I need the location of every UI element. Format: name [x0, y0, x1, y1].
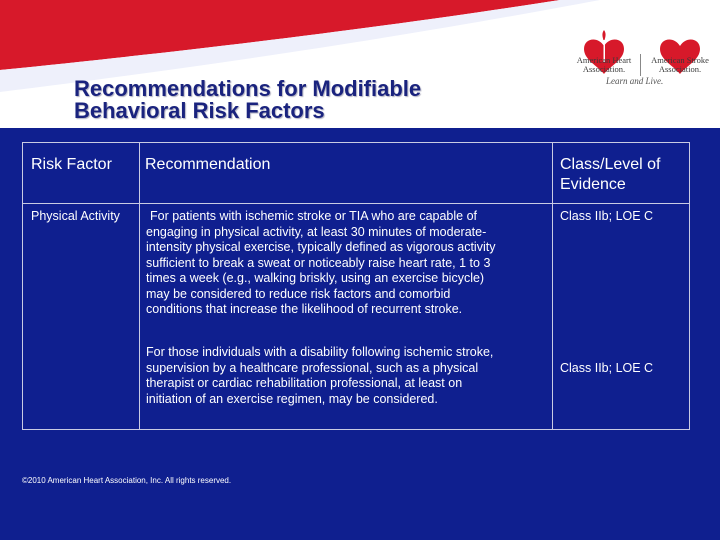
column-divider-1	[139, 143, 140, 429]
header-risk-factor: Risk Factor	[31, 156, 112, 173]
recommendation-1	[146, 209, 495, 318]
recommendation-2-line: supervision by a healthcare professional, such as a physical	[146, 360, 479, 375]
recommendation-1-line: may be considered to reduce risk factors and comorbid	[146, 286, 451, 301]
recommendation-1-line: engaging in physical activity, at least 30 minutes of moderate-	[146, 224, 487, 239]
header-row-divider	[23, 203, 689, 204]
page-title	[74, 78, 554, 122]
risk-factor-physical-activity: Physical Activity	[31, 209, 120, 223]
title-line-1: Recommendations for Modifiable	[74, 76, 422, 101]
class-level-1: Class IIb; LOE C	[560, 209, 654, 223]
aha-name-line1: American Heart	[576, 55, 632, 65]
asa-logo-text	[646, 56, 714, 74]
class-level-2: Class IIb; LOE C	[560, 361, 654, 375]
aha-logo-text	[572, 56, 636, 74]
recommendation-2	[146, 345, 493, 407]
header-recommendation: Recommendation	[145, 156, 271, 173]
red-swoosh-shape	[0, 0, 560, 70]
recommendation-1-line: conditions that increase the likelihood of recurrent stroke.	[146, 302, 463, 316]
header-class-level	[560, 155, 661, 195]
header-class-line-1: Class/Level of	[560, 156, 661, 173]
column-divider-2	[552, 143, 553, 429]
asa-name-line1: American Stroke	[651, 55, 709, 65]
recommendation-2-line: therapist or cardiac rehabilitation professional, at least on	[146, 376, 463, 390]
logo-tagline: Learn and Live.	[606, 76, 664, 86]
header-class-line-2: Evidence	[560, 176, 626, 193]
recommendation-1-line: times a week (e.g., walking briskly, using an exercise bicycle)	[146, 271, 485, 285]
recommendation-1-line: sufficient to break a sweat or noticeably raise heart rate, 1 to 3	[146, 255, 491, 270]
asa-name-line2: Association.	[658, 64, 702, 74]
title-line-2: Behavioral Risk Factors	[74, 98, 325, 123]
recommendation-2-line: For those individuals with a disability following ischemic stroke,	[146, 345, 494, 359]
recommendation-1-line: intensity physical exercise, typically defined as vigorous activity	[146, 240, 496, 254]
header-band	[0, 0, 720, 128]
aha-asa-logo	[568, 22, 718, 92]
logo-divider	[640, 54, 641, 76]
copyright-footer: ©2010 American Heart Association, Inc. All rights reserved.	[22, 476, 232, 485]
recommendation-2-line: initiation of an exercise regimen, may be considered.	[146, 391, 438, 406]
recommendation-1-line: For patients with ischemic stroke or TIA who are capable of	[150, 209, 478, 223]
recommendation-table	[22, 142, 690, 430]
aha-name-line2: Association.	[582, 64, 626, 74]
